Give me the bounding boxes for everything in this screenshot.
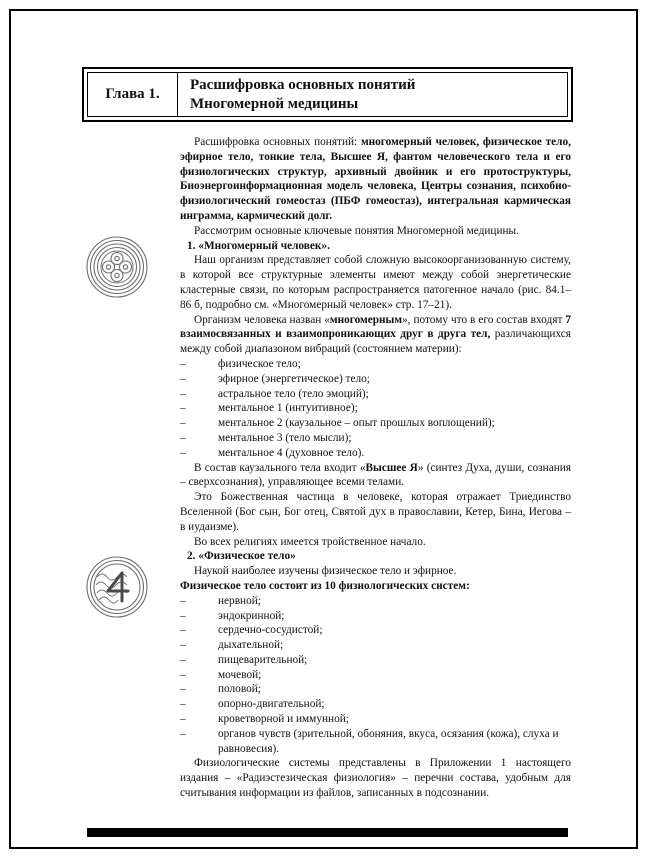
paragraph: Наукой наиболее изучены физическое тело и эфирное. <box>194 565 457 578</box>
chapter-title <box>178 73 567 116</box>
chapter-header <box>82 67 573 122</box>
list-item: – ментальное 1 (интуитивное); <box>180 402 358 415</box>
list-dash: – <box>180 727 186 740</box>
footer-bar <box>87 828 568 837</box>
list-item: – половой; <box>180 683 261 696</box>
list-dash: – <box>180 668 186 681</box>
paragraph: Во всех религиях имеется тройственное начало. <box>194 535 426 548</box>
list-item: – эндокринной; <box>180 609 285 622</box>
paragraph: В состав каузального тела входит «Высшее Я» (синтез Духа, души, сознания – сверхсознания), управляющее всеми телами. <box>180 461 571 489</box>
list-dash: – <box>180 402 186 415</box>
list-dash: – <box>180 372 186 385</box>
list-dash: – <box>180 387 186 400</box>
section-heading: 2. «Физическое тело» <box>187 550 296 563</box>
list-item: – ментальное 4 (духовное тело). <box>180 446 365 459</box>
list-dash: – <box>180 639 186 652</box>
list-dash: – <box>180 417 186 430</box>
list-item: – ментальное 2 (каузальное – опыт прошлых воплощений); <box>180 417 495 430</box>
list-item: – сердечно-сосудистой; <box>180 624 323 637</box>
list-item: – ментальное 3 (тело мысли); <box>180 431 352 444</box>
list-dash: – <box>180 357 186 370</box>
chapter-title-line1: Расшифровка основных понятий <box>190 76 416 93</box>
paragraph: Это Божественная частица в человеке, которая отражает Триединство Вселенной (Бог сын, Бог отец, Святой дух в православии, Кетер, Бина, Иегова – в иудаизме). <box>180 491 571 533</box>
list-item: – нервной; <box>180 594 261 607</box>
list-dash: – <box>180 698 186 711</box>
medallion-spiral-icon <box>85 235 149 299</box>
list-item: – эфирное (энергетическое) тело; <box>180 372 370 385</box>
paragraph: Физиологические системы представлены в Приложении 1 настоящего издания – «Радиэстезическая физиология» – перечни состава, удобным для считывания информации из файлов, записанных в подсознании. <box>180 757 571 800</box>
list-item: – мочевой; <box>180 668 262 681</box>
list-dash: – <box>180 594 186 607</box>
chapter-title-line2: Многомерной медицины <box>190 95 359 112</box>
book-page <box>9 9 638 849</box>
list-item: – пищеварительной; <box>180 653 308 666</box>
list-item: – кроветворной и иммунной; <box>180 713 349 726</box>
list-dash: – <box>180 624 186 637</box>
section-heading: 1. «Многомерный человек». <box>187 239 330 252</box>
list-dash: – <box>180 653 186 666</box>
list-item: – органов чувств (зрительной, обоняния, вкуса, осязания (кожа), слуха и равновесия). <box>180 727 559 755</box>
list-item: – дыхательной; <box>180 639 284 652</box>
paragraph: Организм человека назван «многомерным», потому что в его состав входят 7 взаимосвязанных и взаимопроникающих друг в друга тел, различающихся между собой диапазоном вибраций (состоянием материи): <box>180 313 571 356</box>
list-dash: – <box>180 431 186 444</box>
list-item: – астральное тело (тело эмоций); <box>180 387 369 400</box>
paragraph: Физическое тело состоит из 10 физиологических систем: <box>180 579 470 592</box>
chapter-header-inner <box>87 72 568 117</box>
list-dash: – <box>180 683 186 696</box>
list-dash: – <box>180 609 186 622</box>
list-item: – физическое тело; <box>180 357 301 370</box>
list-item: – опорно-двигательной; <box>180 698 325 711</box>
body-text <box>180 135 571 801</box>
chapter-label: Глава 1. <box>88 73 178 116</box>
paragraph: Рассмотрим основные ключевые понятия Многомерной медицины. <box>194 224 519 237</box>
list-dash: – <box>180 713 186 726</box>
medallion-four-icon <box>85 555 149 619</box>
list-dash: – <box>180 446 186 459</box>
paragraph: Наш организм представляет собой сложную высокоорганизованную систему, в которой все структурные элементы имеют между собой энергетические кластерные связи, по которым распространяется патогенное начало (рис. 84.1–86 б, подробно см. «Многомерный человек» стр. 17–21). <box>180 254 571 311</box>
paragraph: Расшифровка основных понятий: многомерный человек, физическое тело, эфирное тело, тонкие тела, Высшее Я, фантом человеческого тела и его физиологических структур, архивный двойник и его протоструктуры, Биоэнергоинформационная модель человека, Центры сознания, психобио-физиологический гомеостаз (ПБФ гомеостаз), интегральная кармическая инграмма, кармический долг. <box>180 136 571 222</box>
